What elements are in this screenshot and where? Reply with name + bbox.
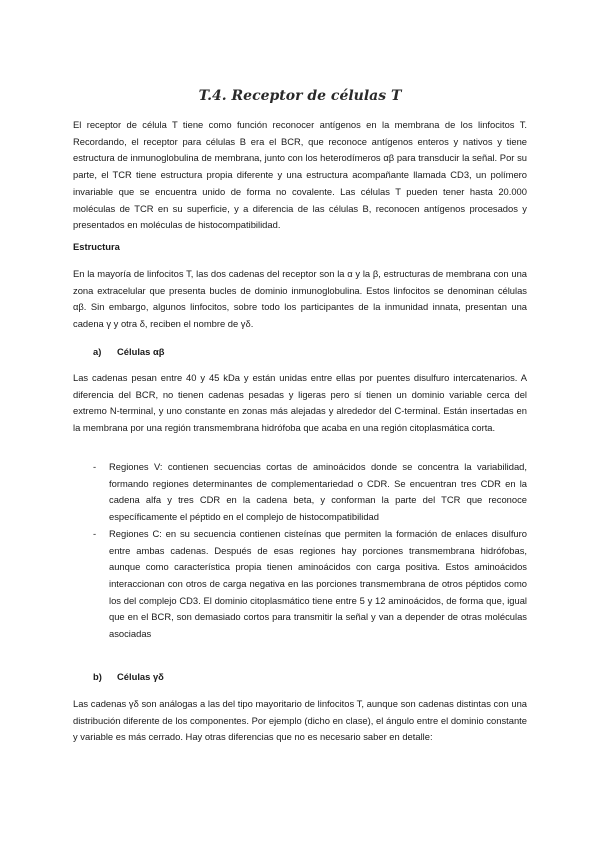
alpha-beta-paragraph: Las cadenas pesan entre 40 y 45 kDa y están unidas entre ellas por puentes disulfuro intercatenarios. A diferencia del BCR, no tienen cadenas pesadas y ligeras pero sí tienen un dominio variable cerca del extremo N-terminal, y uno constante en zonas más alejadas y alrededor del C-terminal. Están insertadas en la membrana por una región transmembrana hidrófoba que acaba en una región citoplasmática corta. [73, 372, 527, 434]
list-item-text: Regiones C: en su secuencia contienen cisteínas que permiten la formación de enlaces disulfuro entre ambas cadenas. Después de esas regiones hay porciones transmembrana hidrófobas, aunque como característica propia tienen aminoácidos con carga positiva. Estos aminoácidos interaccionan con otros de carga negativa en las porciones transmembrana de otros péptidos como los del complejo CD3. El dominio citoplasmático tiene entre 5 y 12 aminoácidos, de forma que, igual que en el BCR, son demasiado cortos para transmitir la señal y van a depender de otras moléculas asociadas [109, 527, 527, 640]
list-item [93, 526, 527, 643]
bullet-marker: - [93, 461, 97, 472]
section-heading-estructura: Estructura [73, 241, 120, 252]
subsection-label: a) [93, 346, 102, 357]
subsection-title: Células αβ [117, 346, 165, 357]
list-item-text: Regiones V: contienen secuencias cortas de aminoácidos donde se concentra la variabilidad, formando regiones determinantes de complementariedad o CDR. Se encuentran tres CDR en la cadena alfa y tres CDR en la cadena beta, y conforman la parte del TCR que reconoce específicamente el péptido en el complejo de histocompatibilidad [109, 461, 527, 523]
subsection-heading-gamma-delta [93, 671, 164, 682]
page-title: T.4. Receptor de células T [198, 88, 402, 104]
subsection-title: Células γδ [117, 671, 164, 682]
bullet-marker: - [93, 527, 97, 539]
list-item [93, 459, 527, 526]
structure-paragraph: En la mayoría de linfocitos T, las dos cadenas del receptor son la α y la β, estructuras de membrana con una zona extracelular que presenta bucles de dominio inmunoglobulina. Estos linfocitos se denominan células αβ. Sin embargo, algunos linfocitos, sobre todo los participantes de la inmunidad innata, presentan una cadena γ y otra δ, reciben el nombre de γδ. [73, 268, 527, 330]
subsection-label: b) [93, 671, 102, 682]
subsection-heading-alpha-beta [93, 346, 164, 357]
regions-list [93, 459, 527, 643]
intro-paragraph: El receptor de célula T tiene como función reconocer antígenos en la membrana de los linfocitos T. Recordando, el receptor para células B era el BCR, que reconoce antígenos enteros y nativos y tiene estructura de inmunoglobulina de membrana, junto con los heterodímeros αβ para transducir la señal. Por su parte, el TCR tiene estructura propia diferente y una estructura acompañante llamada CD3, un polímero invariable que se encuentra unido de forma no covalente. Las células T pueden tener hasta 20.000 moléculas de TCR en su superficie, y a diferencia de las células B, reconocen antígenos procesados y presentados en moléculas de histocompatibilidad. [73, 119, 527, 231]
gamma-delta-paragraph: Las cadenas γδ son análogas a las del tipo mayoritario de linfocitos T, aunque son cadenas distintas con una distribución diferente de los componentes. Por ejemplo (dicho en clase), el ángulo entre el dominio constante y variable es más cerrado. Hay otras diferencias que no es necesario saber en detalle: [73, 698, 527, 743]
